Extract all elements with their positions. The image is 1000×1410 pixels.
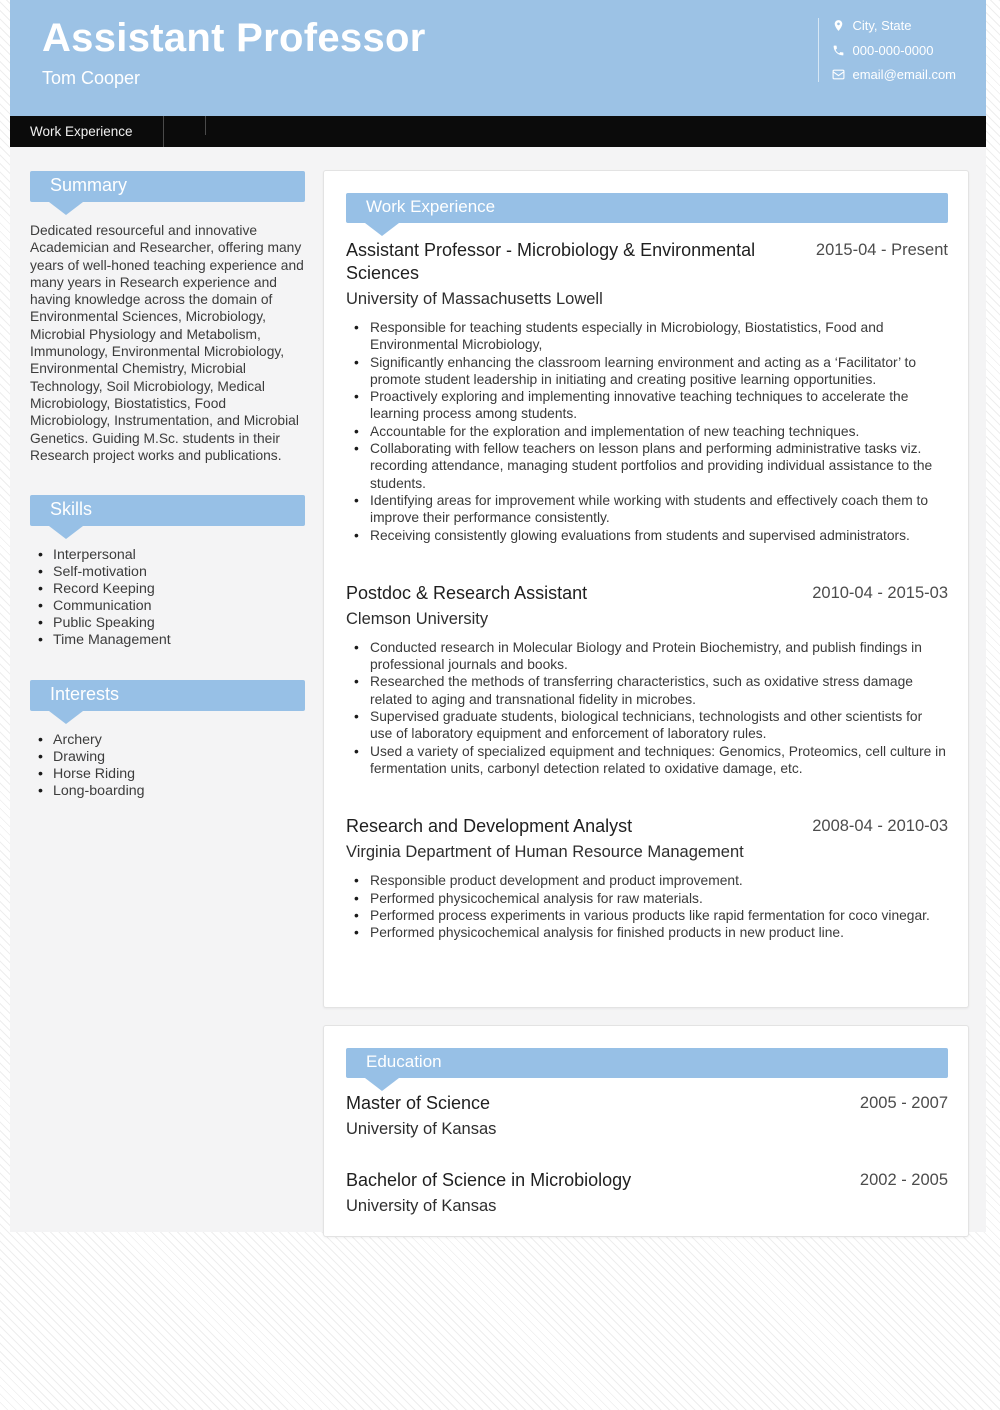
contact-phone-row	[832, 43, 957, 58]
job-bullet: • Accountable for the exploration and implementation of new teaching techniques.	[346, 423, 948, 440]
job-bullet: • Performed physicochemical analysis for finished products in new product line.	[346, 924, 948, 941]
skill-item: • Interpersonal	[30, 547, 305, 564]
header-identity	[10, 0, 426, 116]
page-title: Assistant Professor	[42, 16, 426, 60]
interests-list	[30, 732, 305, 800]
job-bullet: • Collaborating with fellow teachers on lesson plans and performing administrative tasks viz. recording attendance, managing student portfolios and providing individual assistance to the students.	[346, 440, 948, 492]
job-title: Research and Development Analyst	[346, 816, 633, 837]
nav-tab-work-experience[interactable]: Work Experience	[30, 124, 133, 139]
header	[10, 0, 986, 116]
job-entry	[346, 815, 948, 941]
job-title: Assistant Professor - Microbiology & Environmental Sciences	[346, 240, 756, 283]
education-section-header: Education	[346, 1048, 948, 1078]
sidebar-section-summary	[30, 171, 305, 464]
job-bullet-list	[346, 639, 948, 777]
job-organization: Clemson University	[346, 609, 489, 628]
interest-item: • Long-boarding	[30, 783, 305, 800]
interest-item: • Drawing	[30, 749, 305, 766]
contact-phone: 000-000-0000	[852, 42, 934, 58]
skill-item: • Public Speaking	[30, 615, 305, 632]
work-experience-card	[323, 170, 969, 1008]
skill-item: • Record Keeping	[30, 581, 305, 598]
degree-title: Bachelor of Science in Microbiology	[346, 1170, 632, 1190]
job-bullet-list	[346, 319, 948, 544]
job-bullet: • Responsible for teaching students especially in Microbiology, Biostatistics, Food and Environmental Microbiology,	[346, 319, 948, 354]
job-title: Postdoc & Research Assistant	[346, 582, 588, 603]
job-bullet: • Performed physicochemical analysis for raw materials.	[346, 890, 948, 907]
interest-item: • Horse Riding	[30, 766, 305, 783]
phone-handset-icon	[832, 44, 845, 57]
contact-location-row	[832, 18, 957, 33]
skills-list	[30, 547, 305, 649]
skill-item: • Self-motivation	[30, 564, 305, 581]
job-entry	[346, 582, 948, 777]
job-bullet: • Used a variety of specialized equipment and techniques: Genomics, Proteomics, cell culture in fermentation units, carbonyl detection related to oxidative damage, etc.	[346, 743, 948, 778]
main-column	[323, 147, 969, 1237]
skills-section-header: Skills	[30, 495, 305, 526]
job-dates: 2010-04 - 2015-03	[812, 583, 948, 602]
job-organization: Virginia Department of Human Resource Management	[346, 843, 744, 862]
skill-item: • Time Management	[30, 632, 305, 649]
job-header	[346, 239, 948, 285]
education-card	[323, 1025, 969, 1237]
person-name: Tom Cooper	[42, 68, 141, 88]
contact-location: City, State	[852, 18, 912, 33]
job-dates: 2015-04 - Present	[815, 241, 948, 259]
job-organization: University of Massachusetts Lowell	[346, 290, 603, 308]
sidebar	[30, 147, 305, 800]
job-entry	[346, 239, 948, 544]
job-bullet: • Receiving consistently glowing evaluations from students and supervised administrators.	[346, 527, 948, 544]
sidebar-section-interests	[30, 680, 305, 800]
contact-email: email@email.com	[852, 67, 956, 82]
job-bullet: • Responsible product development and product improvement.	[346, 872, 948, 889]
interest-item: • Archery	[30, 732, 305, 749]
degree-entry	[346, 1169, 948, 1216]
degree-title: Master of Science	[346, 1093, 491, 1113]
nav-separator	[163, 116, 164, 147]
contact-email-row	[832, 67, 957, 82]
job-bullet: • Supervised graduate students, biological technicians, technologists and other scientists for use of laboratory equipment and enforcement of laboratory rules.	[346, 708, 948, 743]
envelope-icon	[832, 68, 845, 81]
interests-section-header: Interests	[30, 680, 305, 711]
page-body	[10, 147, 986, 1232]
degree-entry	[346, 1092, 948, 1139]
job-header	[346, 815, 948, 838]
job-bullet-list	[346, 872, 948, 941]
job-bullet: • Proactively exploring and implementing innovative teaching techniques to accelerate the learning process among students.	[346, 388, 948, 423]
job-bullet: • Performed process experiments in various products like rapid fermentation for coco vinegar.	[346, 907, 948, 924]
nav-separator	[205, 116, 206, 135]
summary-section-header: Summary	[30, 171, 305, 202]
job-bullet: • Conducted research in Molecular Biology and Protein Biochemistry, and publish findings in professional journals and books.	[346, 639, 948, 674]
job-bullet: • Significantly enhancing the classroom learning environment and acting as a ‘Facilitator’ to promote student leadership in initiating and creating positive learning opportunities.	[346, 354, 948, 389]
degree-dates: 2002 - 2005	[859, 1171, 948, 1189]
skill-item: • Communication	[30, 598, 305, 615]
top-nav-bar	[10, 116, 986, 147]
sidebar-section-skills	[30, 495, 305, 649]
resume-document	[10, 0, 986, 1232]
map-pin-icon	[832, 19, 845, 32]
degree-header	[346, 1169, 948, 1192]
job-bullet: • Researched the methods of transferring characteristics, such as oxidative stress damage related to aging and transnational fidelity in microbes.	[346, 673, 948, 708]
degree-dates: 2005 - 2007	[859, 1094, 948, 1112]
degree-organization: University of Kansas	[346, 1197, 497, 1215]
degree-header	[346, 1092, 948, 1115]
job-header	[346, 582, 948, 605]
contact-block	[818, 18, 957, 82]
work-experience-section-header: Work Experience	[346, 193, 948, 223]
job-dates: 2008-04 - 2010-03	[812, 817, 948, 836]
summary-text: Dedicated resourceful and innovative Academician and Researcher, offering many years of well-honed teaching experience and many years in Research experience and having knowledge across the domain of Environmental Sciences, Microbiology, Microbial Physiology and Metabolism, Immunology, Environmental Microbiology, Environmental Chemistry, Microbial Technology, Soil Microbiology, Medical Microbiology, Biostatistics, Food Microbiology, Instrumentation, and Microbial Genetics. Guiding M.Sc. students in their Research project works and publications.	[30, 223, 304, 463]
job-bullet: • Identifying areas for improvement while working with students and effectively coach them to improve their performance consistently.	[346, 492, 948, 527]
degree-organization: University of Kansas	[346, 1120, 497, 1138]
